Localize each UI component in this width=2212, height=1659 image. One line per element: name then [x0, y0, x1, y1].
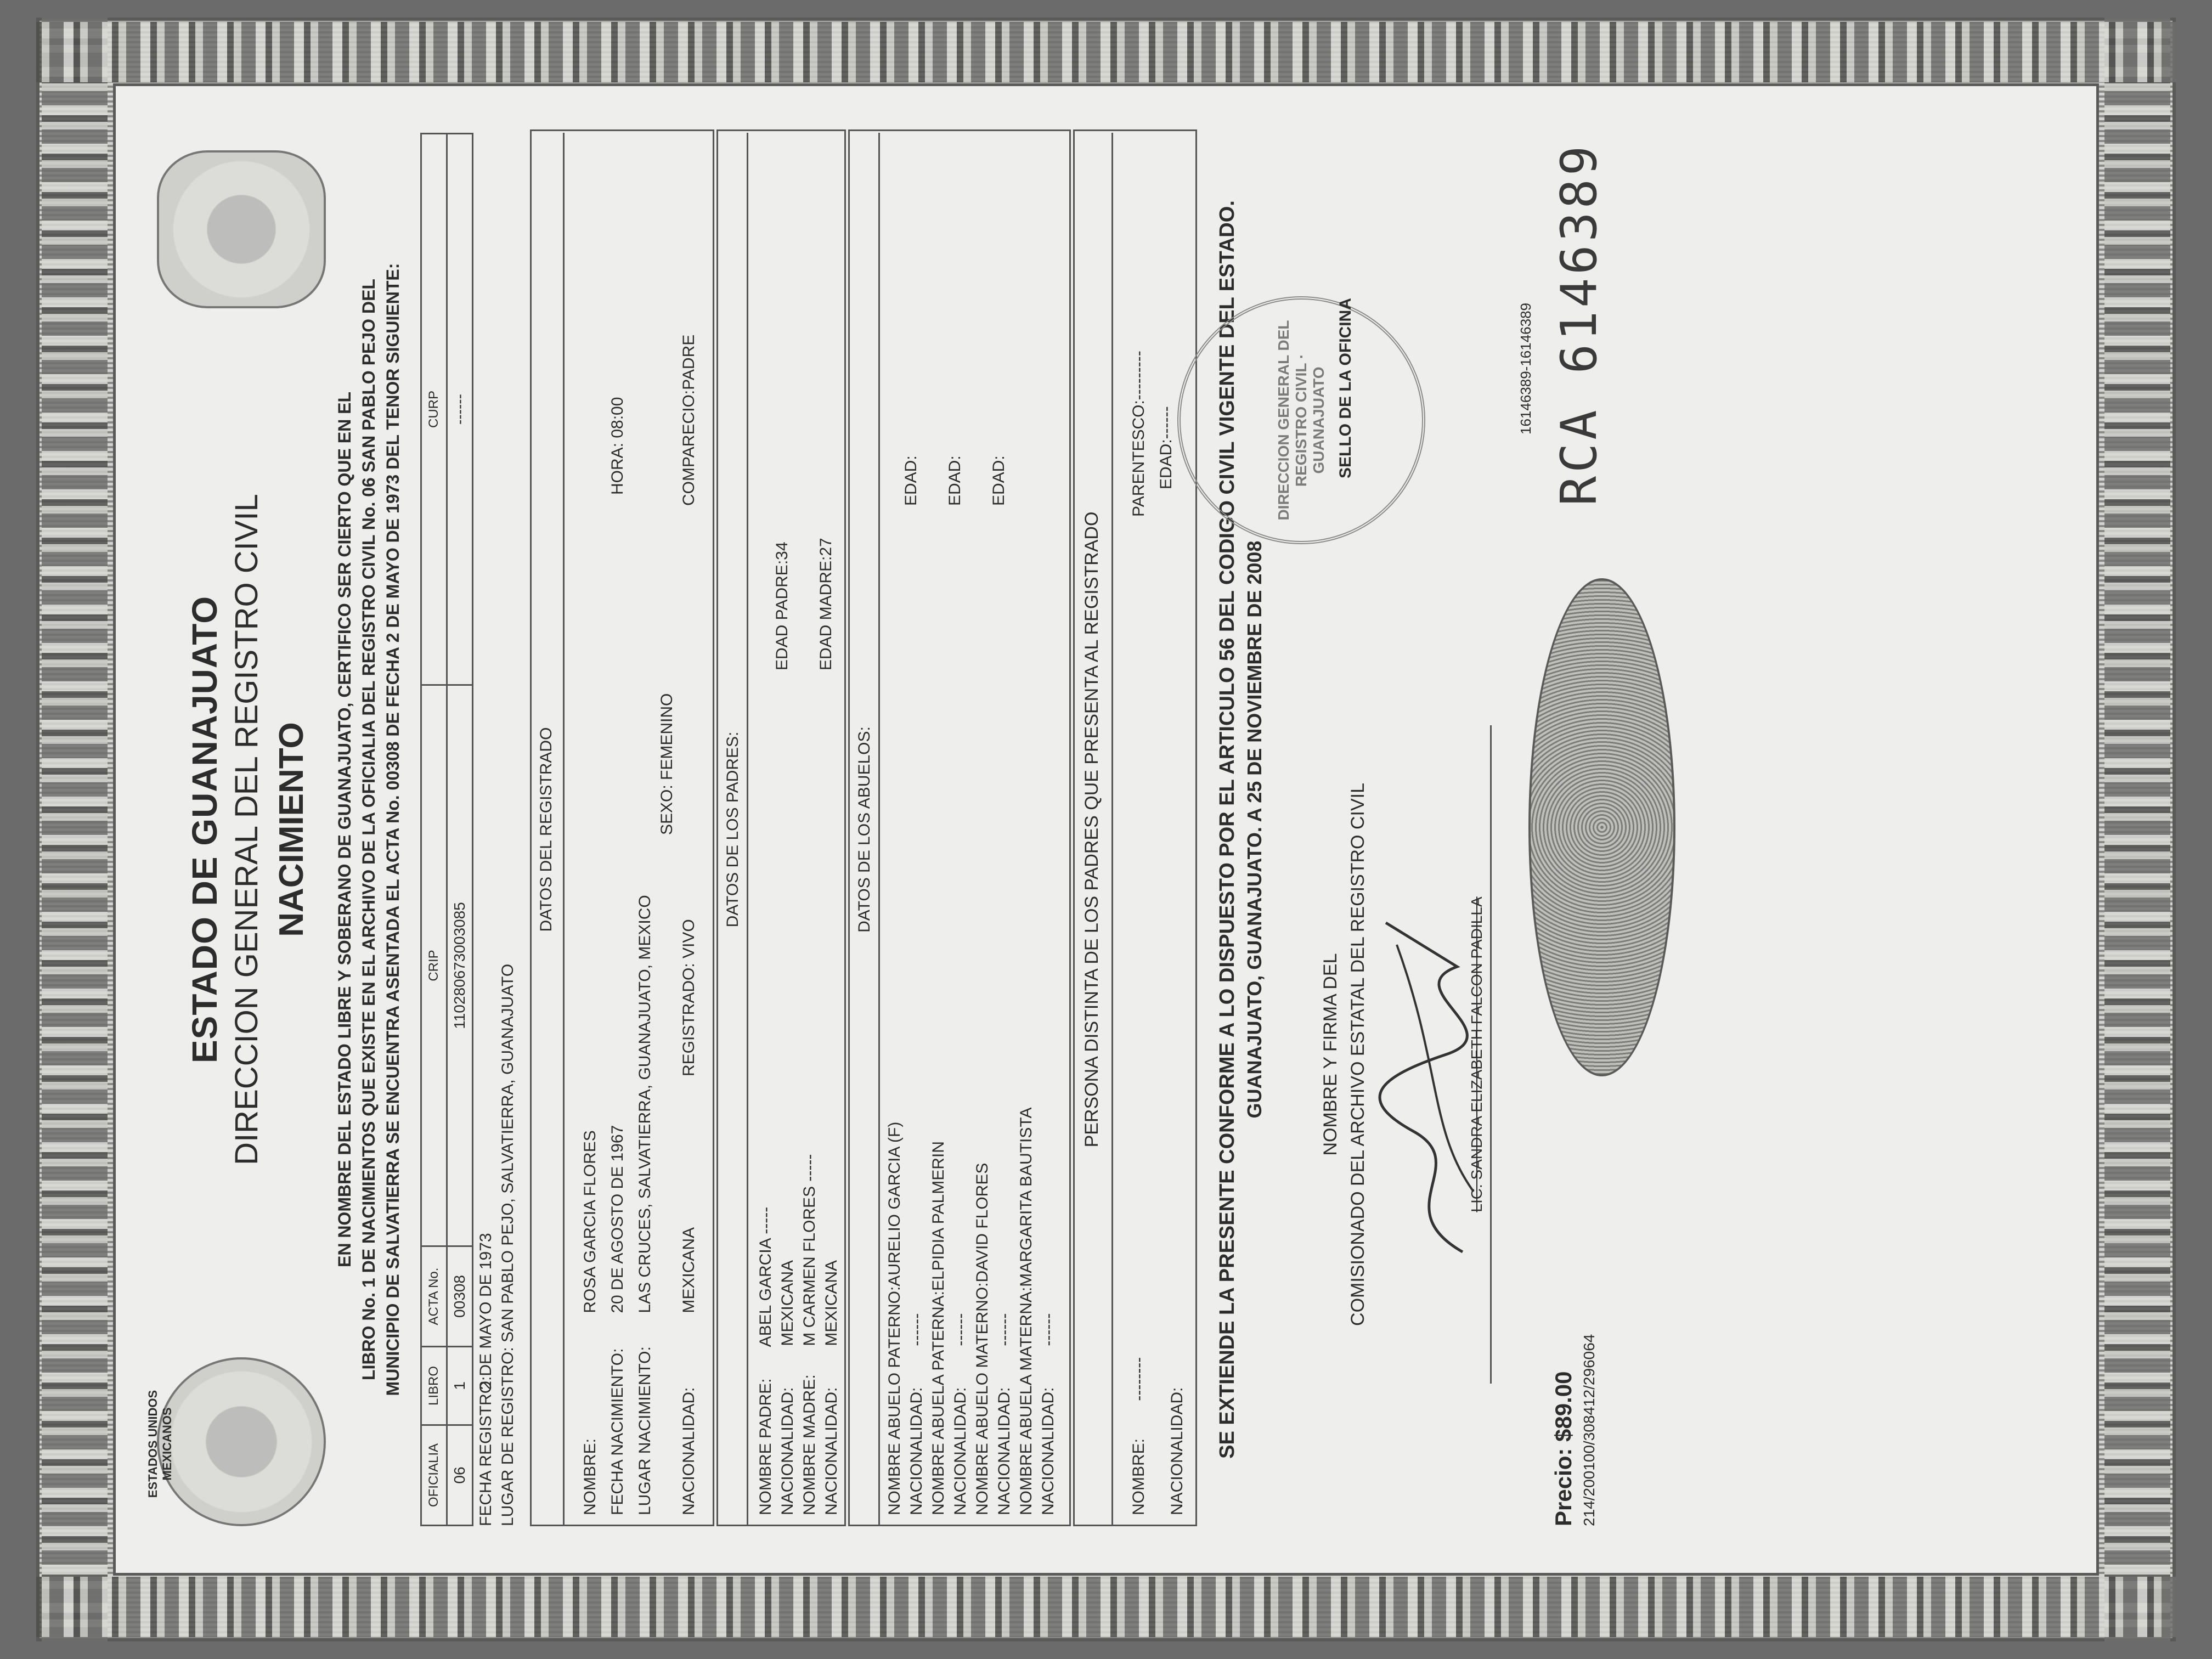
abuelo-materno-value: DAVID FLORES [973, 1163, 991, 1283]
registry-value-crip: 110280673003085 [447, 685, 473, 1246]
presentante-edad: EDAD:------ [1157, 406, 1175, 489]
abuela-paterna-row [928, 1141, 950, 1515]
presentante-nombre-row [1128, 1357, 1150, 1515]
sello-label: SELLO DE LA OFICINA [1336, 298, 1355, 478]
lugar-registro-row [497, 964, 519, 1526]
abuela-materna-row [1015, 1108, 1037, 1515]
lugar-nacimiento-label: LUGAR NACIMIENTO: [636, 1346, 654, 1515]
firma-nombre: LIC. SANDRA ELIZABETH FALCON PADILLA [1468, 896, 1485, 1212]
intro-line-1: EN NOMBRE DEL ESTADO LIBRE Y SOBERANO DE GUANAJUATO, CERTIFICO SER CIERTO QUE EN EL [335, 391, 354, 1268]
intro-line-3: MUNICIPIO DE SALVATIERRA SE ENCUENTRA ASENTADA EL ACTA No. 00308 DE FECHA 2 DE MAYO DE 1973 DEL TENOR SIGUIENTE: [383, 263, 403, 1396]
abuela-paterna-edad: EDAD: [946, 455, 964, 506]
abuelo-materno-edad: EDAD: [990, 455, 1008, 506]
presentante-nacionalidad-row [1166, 1387, 1188, 1515]
registrado-section-title: DATOS DEL REGISTRADO [537, 727, 555, 932]
nombre-label: NOMBRE: [581, 1438, 599, 1515]
abuela-paterna-label: NOMBRE ABUELA PATERNA: [929, 1291, 947, 1515]
abuelo-materno-row [972, 1163, 994, 1515]
padre-row [755, 1207, 777, 1515]
divider [878, 133, 880, 1526]
border-ornament-right [36, 22, 2176, 82]
abuelo-materno-label: NOMBRE ABUELO MATERNO: [973, 1282, 991, 1515]
registry-header-oficialia: OFICIALIA [421, 1425, 447, 1526]
fecha-registro-row [475, 1233, 497, 1526]
edad-madre: EDAD MADRE:27 [817, 538, 835, 670]
edad-padre: EDAD PADRE:34 [773, 541, 791, 670]
document-content [146, 111, 2066, 1548]
registry-table-values [447, 134, 473, 1526]
registry-value-curp: ------ [447, 134, 473, 685]
agency-subtitle: DIRECCION GENERAL DEL REGISTRO CIVIL [229, 494, 264, 1165]
registry-table [420, 133, 473, 1526]
firma-title-2: COMISIONADO DEL ARCHIVO ESTATAL DEL REGISTRO CIVIL [1347, 783, 1368, 1326]
abuelo-materno-nacionalidad-label: NACIONALIDAD: [995, 1387, 1013, 1515]
abuela-paterna-nacionalidad-value: ------ [951, 1313, 969, 1346]
certificacion-line-2: GUANAJUATO, GUANAJUATO. A 25 DE NOVIEMBRE DE 2008 [1243, 540, 1266, 1119]
presentante-nombre-label: NOMBRE: [1130, 1438, 1148, 1515]
nacionalidad-madre-value: MEXICANA [822, 1260, 840, 1346]
registry-value-oficialia: 06 [447, 1425, 473, 1526]
abuela-paterna-value: ELPIDIA PALMERIN [929, 1141, 947, 1291]
nacionalidad-madre-label: NACIONALIDAD: [822, 1387, 840, 1515]
lugar-registro-value: SAN PABLO PEJO, SALVATIERRA, GUANAJUATO [499, 963, 517, 1342]
certificacion-line-1: SE EXTIENDE LA PRESENTE CONFORME A LO DISPUESTO POR EL ARTICULO 56 DEL CODIGO CIVIL VIGENTE DEL ESTADO. [1216, 200, 1239, 1459]
divider [747, 133, 748, 1526]
document-type: NACIMIENTO [273, 722, 311, 937]
birth-certificate-document [36, 18, 2176, 1641]
guilloche-ornament [1528, 578, 1675, 1076]
nacionalidad-value: MEXICANA [680, 1227, 698, 1313]
abuela-materna-nacionalidad-value: ------ [1039, 1313, 1057, 1346]
comparecio: COMPARECIO:PADRE [680, 334, 698, 506]
abuela-materna-value: MARGARITA BAUTISTA [1017, 1107, 1035, 1287]
lugar-registro-label: LUGAR DE REGISTRO: [499, 1347, 517, 1526]
intro-line-2: LIBRO No. 1 DE NACIMIENTOS QUE EXISTE EN EL ARCHIVO DE LA OFICIALIA DEL REGISTRO CIVIL No. 06 SAN PABLO PEJO DEL [359, 279, 379, 1380]
registry-header-acta: ACTA No. [421, 1246, 447, 1347]
madre-value: M CARMEN FLORES ----- [800, 1154, 819, 1346]
registry-header-crip: CRIP [421, 685, 447, 1246]
abuelo-paterno-value: AURELIO GARCIA (F) [885, 1121, 904, 1286]
border-ornament-left [36, 1577, 2176, 1637]
registry-value-acta: 00308 [447, 1246, 473, 1347]
folio-small: 16146389-16146389 [1517, 302, 1534, 435]
presentante-parentesco: PARENTESCO:--------- [1130, 351, 1148, 517]
signature-icon [1364, 890, 1485, 1274]
padres-section-title: DATOS DE LOS PADRES: [724, 731, 742, 928]
nacionalidad-padre-row [777, 1260, 799, 1515]
abuelo-paterno-nacionalidad-value: ------ [907, 1313, 926, 1346]
firma-title-1: NOMBRE Y FIRMA DEL [1320, 953, 1341, 1156]
divider [563, 133, 565, 1526]
registry-header-curp: CURP [421, 134, 447, 685]
madre-row [799, 1154, 821, 1515]
office-stamp-text: DIRECCION GENERAL DEL REGISTRO CIVIL · GUANAJUATO [1275, 320, 1327, 521]
abuelo-paterno-edad: EDAD: [902, 455, 920, 506]
serial-number: RCA 6146389 [1550, 142, 1608, 506]
nombre-row [579, 1130, 601, 1515]
border-ornament-top [42, 18, 108, 1641]
abuela-paterna-nacionalidad-label: NACIONALIDAD: [951, 1387, 969, 1515]
nacionalidad-row [678, 1227, 700, 1515]
abuelo-materno-nacionalidad-value: ------ [995, 1313, 1013, 1346]
abuela-materna-nacionalidad-label: NACIONALIDAD: [1039, 1387, 1057, 1515]
abuelo-materno-nacionalidad-row [994, 1313, 1015, 1515]
presentante-nombre-value: -------- [1130, 1357, 1148, 1401]
fecha-registro-value: 2 DE MAYO DE 1973 [477, 1233, 495, 1390]
codigo-control: 214/200100/308412/296064 [1581, 1334, 1598, 1526]
padre-label: NOMBRE PADRE: [757, 1378, 775, 1515]
nacionalidad-label: NACIONALIDAD: [680, 1387, 698, 1515]
registry-value-libro: 1 [447, 1347, 473, 1425]
registrado-estado: REGISTRADO: VIVO [680, 919, 698, 1076]
abuelos-section-title: DATOS DE LOS ABUELOS: [855, 726, 873, 933]
fecha-nacimiento-label: FECHA NACIMIENTO: [608, 1348, 627, 1515]
precio: Precio: $89.00 [1550, 1371, 1576, 1526]
national-seal-text: ESTADOS UNIDOS MEXICANOS [146, 1390, 174, 1498]
nacionalidad-padre-label: NACIONALIDAD: [778, 1387, 797, 1515]
lugar-nacimiento-value: LAS CRUCES, SALVATIERRA, GUANAJUATO, MEXICO [636, 895, 654, 1313]
registry-table-header [421, 134, 447, 1526]
nacionalidad-padre-value: MEXICANA [778, 1260, 797, 1346]
state-title: ESTADO DE GUANAJUATO [185, 595, 224, 1064]
nacionalidad-madre-row [821, 1260, 843, 1515]
registry-header-libro: LIBRO [421, 1347, 447, 1425]
divider [1111, 133, 1113, 1526]
abuela-paterna-nacionalidad-row [950, 1313, 972, 1515]
fecha-registro-label: FECHA REGISTRO: [477, 1376, 495, 1526]
signature-line [1490, 725, 1492, 1384]
abuela-materna-label: NOMBRE ABUELA MATERNA: [1017, 1286, 1035, 1515]
abuelo-paterno-label: NOMBRE ABUELO PATERNO: [885, 1286, 904, 1515]
hora-nacimiento: HORA: 08:00 [608, 397, 627, 495]
sexo: SEXO: FEMENINO [658, 693, 676, 835]
fecha-nacimiento-row [607, 1125, 629, 1515]
madre-label: NOMBRE MADRE: [800, 1374, 819, 1515]
nombre-value: ROSA GARCIA FLORES [581, 1130, 599, 1313]
abuela-materna-nacionalidad-row [1037, 1313, 1059, 1515]
presentante-nacionalidad-label: NACIONALIDAD: [1168, 1387, 1186, 1515]
presentante-section-title: PERSONA DISTINTA DE LOS PADRES QUE PRESENTA AL REGISTRADO [1081, 511, 1102, 1148]
abuelo-paterno-nacionalidad-row [906, 1313, 928, 1515]
border-ornament-bottom [2104, 18, 2170, 1641]
padre-value: ABEL GARCIA ----- [757, 1206, 775, 1347]
fecha-nacimiento-value: 20 DE AGOSTO DE 1967 [608, 1125, 627, 1313]
lugar-nacimiento-row [634, 895, 656, 1515]
abuelo-paterno-nacionalidad-label: NACIONALIDAD: [907, 1387, 926, 1515]
abuelo-paterno-row [884, 1122, 906, 1515]
office-stamp [1177, 296, 1425, 544]
